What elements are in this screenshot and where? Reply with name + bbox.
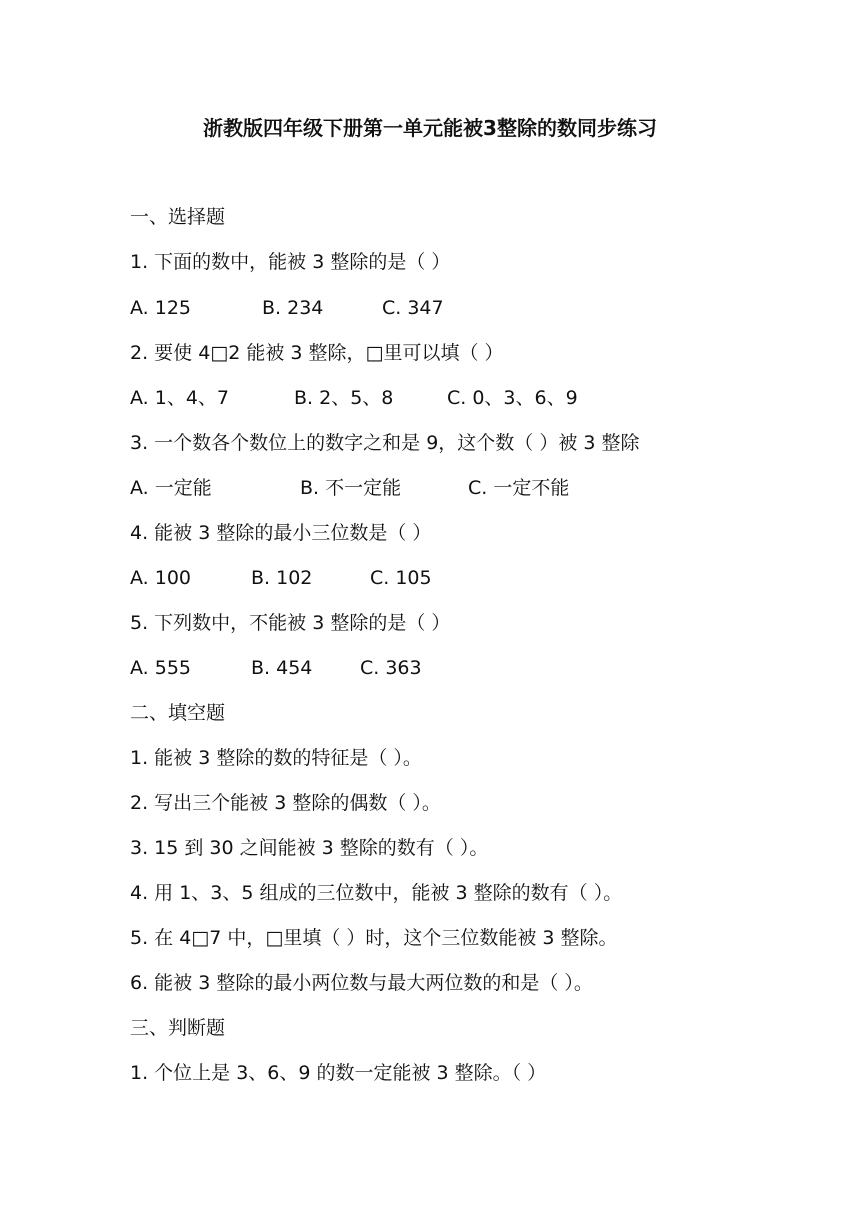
question-1-text: 1. 下面的数中，能被 3 整除的是（ ）: [130, 251, 451, 273]
question-2-option-c: C. 0、3、6、9: [447, 387, 578, 409]
question-3-text: 3. 一个数各个数位上的数字之和是 9，这个数（ ）被 3 整除: [130, 432, 640, 454]
fill-blank-item: 5. 在 4□7 中，□里填（ ）时，这个三位数能被 3 整除。: [130, 927, 618, 949]
question-1-option-b: B. 234: [262, 297, 324, 319]
section-heading-true-false: 三、判断题: [130, 1017, 226, 1039]
section-heading-fill-blank: 二、填空题: [130, 702, 226, 724]
question-5-option-c: C. 363: [360, 657, 422, 679]
question-1-option-c: C. 347: [382, 297, 444, 319]
question-3-option-c: C. 一定不能: [468, 477, 570, 499]
fill-blank-item: 1. 能被 3 整除的数的特征是（ ）。: [130, 747, 422, 769]
question-3-option-b: B. 不一定能: [300, 477, 402, 499]
question-3-option-a: A. 一定能: [130, 477, 212, 499]
fill-blank-item: 4. 用 1、3、5 组成的三位数中，能被 3 整除的数有（ ）。: [130, 882, 623, 904]
question-5-option-a: A. 555: [130, 657, 192, 679]
question-1-option-a: A. 125: [130, 297, 192, 319]
section-heading-choice: 一、选择题: [130, 206, 226, 228]
fill-blank-item: 6. 能被 3 整除的最小两位数与最大两位数的和是（ ）。: [130, 972, 593, 994]
question-2-option-b: B. 2、5、8: [294, 387, 394, 409]
fill-blank-item: 2. 写出三个能被 3 整除的偶数（ ）。: [130, 792, 441, 814]
true-false-item: 1. 个位上是 3、6、9 的数一定能被 3 整除。（ ）: [130, 1062, 547, 1084]
page-title: 浙教版四年级下册第一单元能被3整除的数同步练习: [203, 116, 657, 140]
question-4-text: 4. 能被 3 整除的最小三位数是（ ）: [130, 522, 432, 544]
fill-blank-item: 3. 15 到 30 之间能被 3 整除的数有（ ）。: [130, 837, 489, 859]
question-5-text: 5. 下列数中，不能被 3 整除的是（ ）: [130, 612, 451, 634]
question-5-option-b: B. 454: [251, 657, 313, 679]
question-4-option-c: C. 105: [370, 567, 432, 589]
question-2-text: 2. 要使 4□2 能被 3 整除，□里可以填（ ）: [130, 342, 504, 364]
question-4-option-a: A. 100: [130, 567, 192, 589]
question-4-option-b: B. 102: [251, 567, 313, 589]
question-2-option-a: A. 1、4、7: [130, 387, 230, 409]
